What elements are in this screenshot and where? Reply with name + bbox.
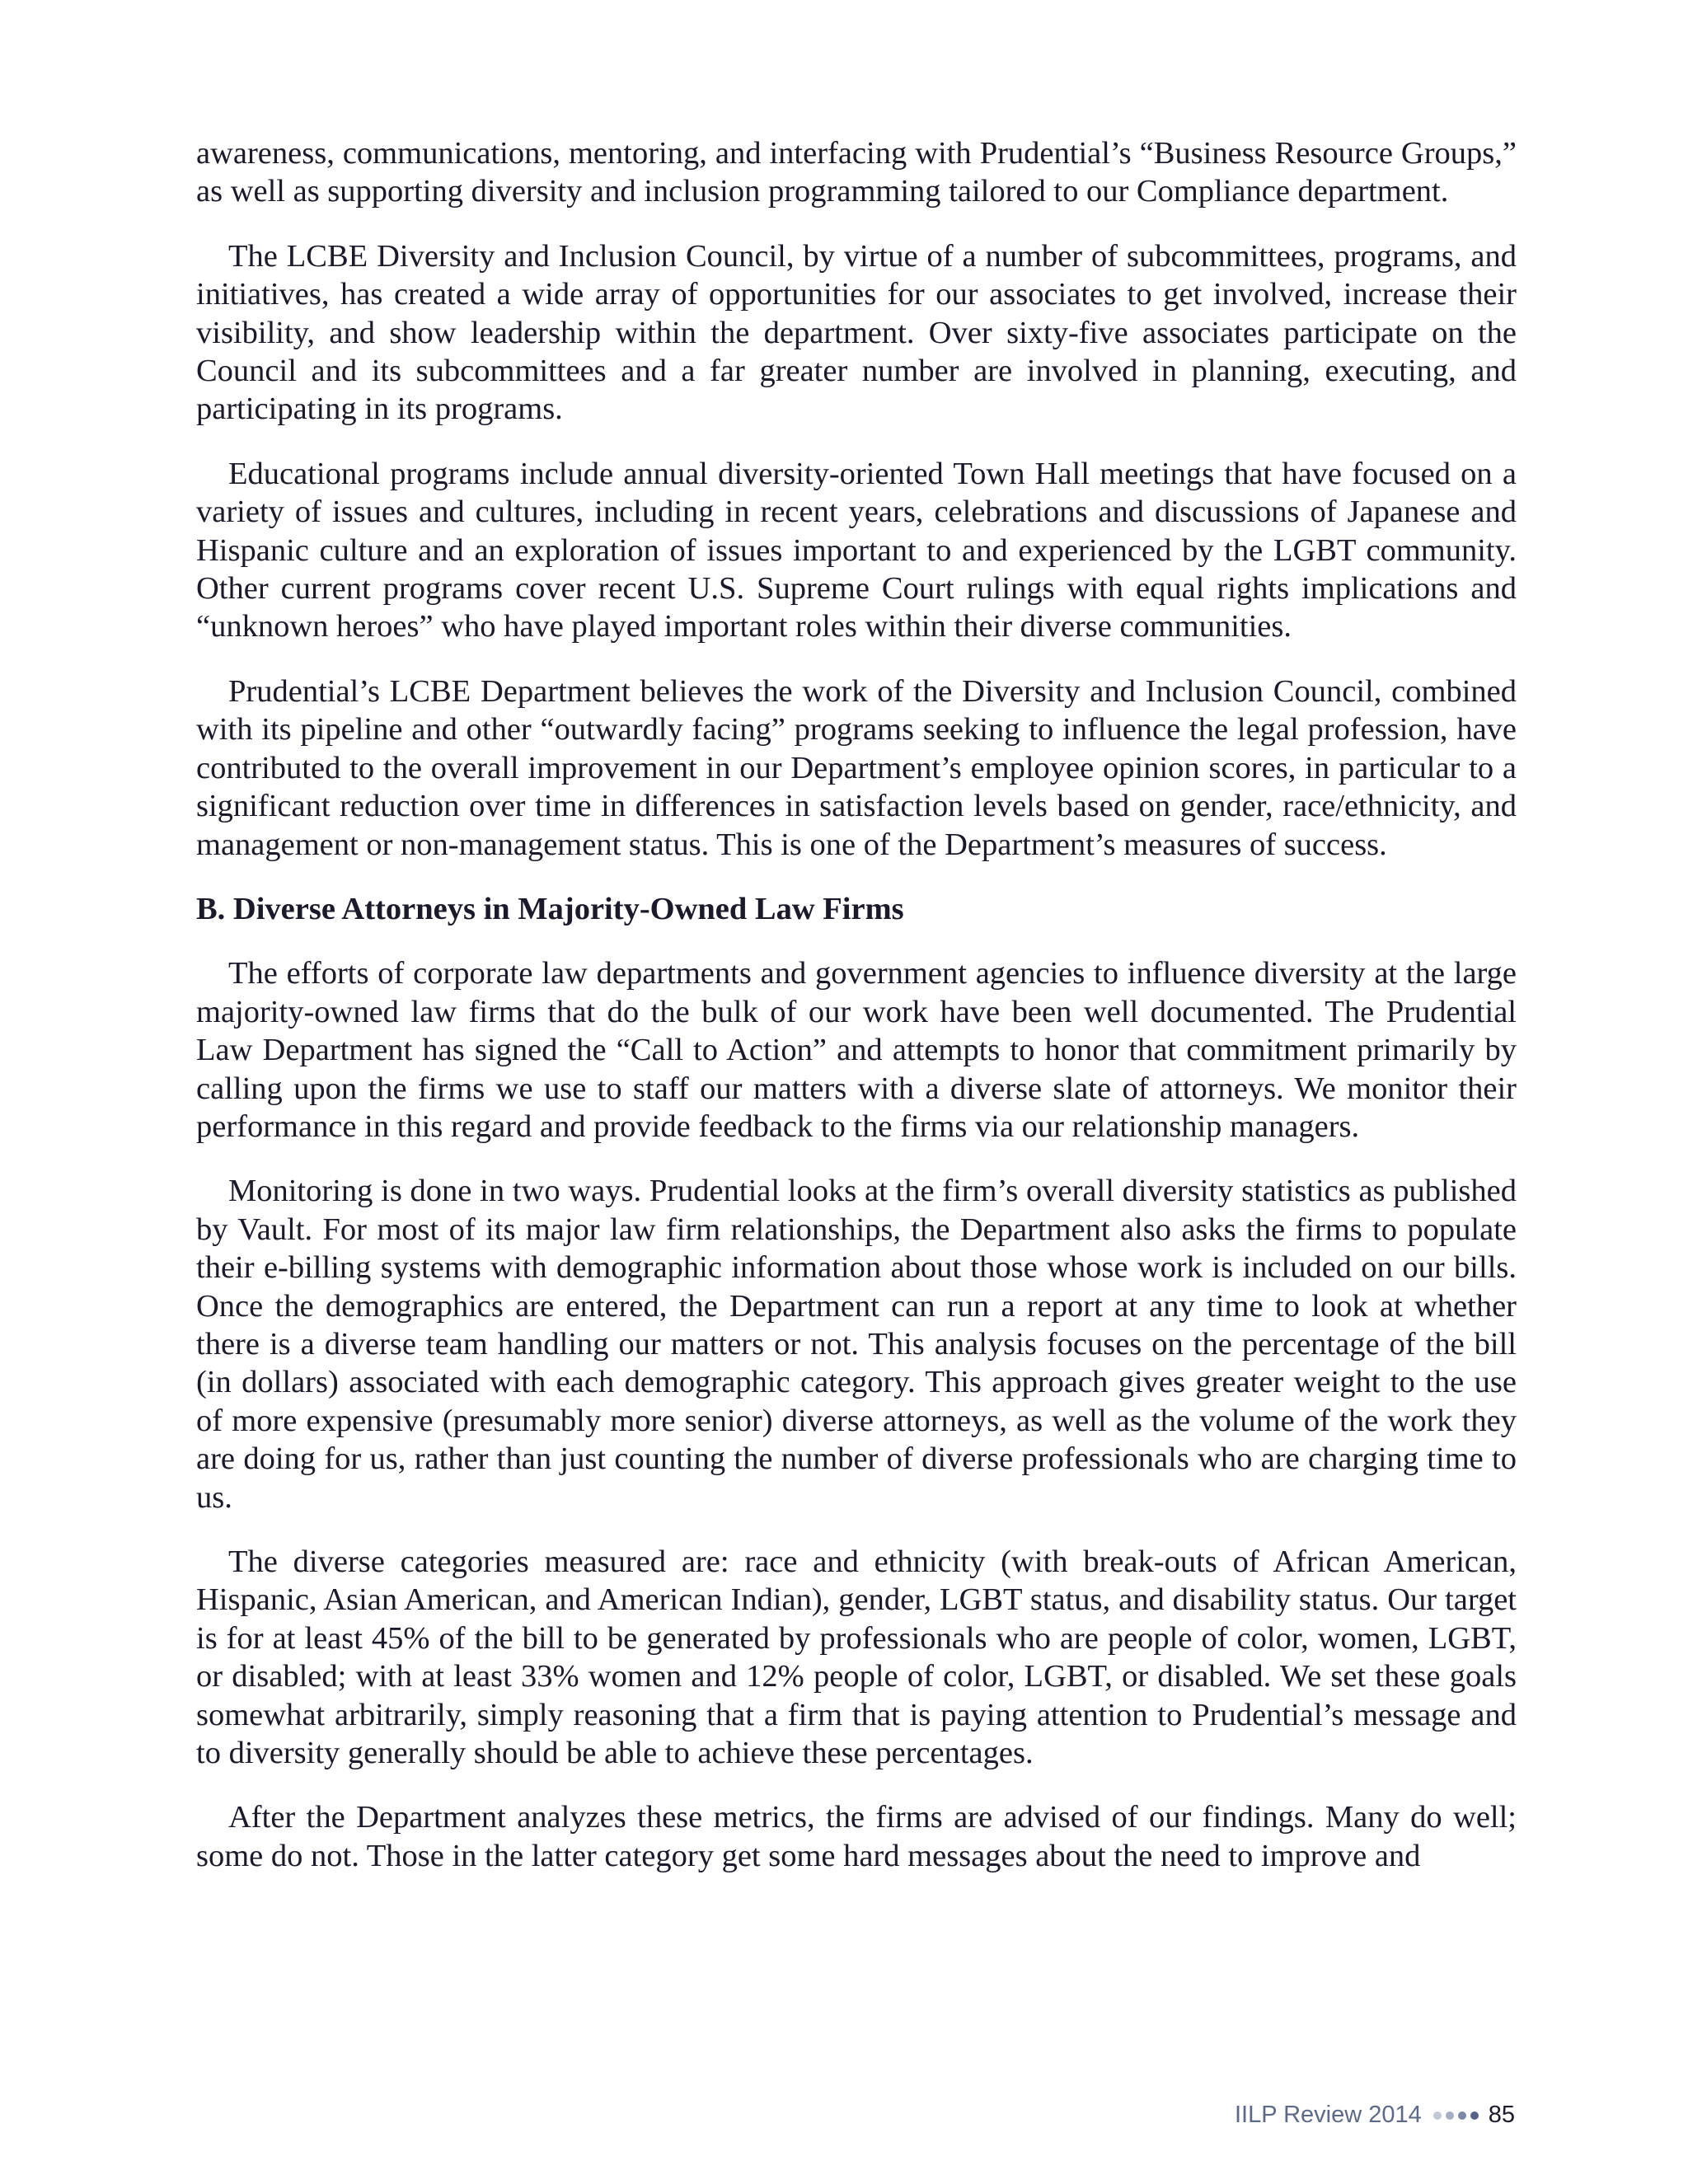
- body-paragraph-6: Monitoring is done in two ways. Prudential looks at the firm’s overall diversity statistics as published by Vault. For most of its major law firm relationships, the Department also asks the firms to populate their e-billing systems with demographic information about those whose work is included on our bills. Once the demographics are entered, the Department can run a report at any time to look at whether there is a diverse team handling our matters or not. This analysis focuses on the percentage of the bill (in dollars) associated with each demographic category. This approach gives greater weight to the use of more expensive (presumably more senior) diverse attorneys, as well as the volume of the work they are doing for us, rather than just counting the number of diverse professionals who are charging time to us.: [196, 1174, 1517, 1515]
- footer-dot-1: [1433, 2111, 1442, 2120]
- body-paragraph-3: Educational programs include annual diversity-oriented Town Hall meetings that have focused on a variety of issues and cultures, including in recent years, celebrations and discussions of Japanese and Hispanic culture and an exploration of issues important to and experienced by the LGBT community. Other current programs cover recent U.S. Supreme Court rulings with equal rights implications and “unknown heroes” who have played important roles within their diverse communities.: [196, 456, 1517, 644]
- body-paragraph-4: Prudential’s LCBE Department believes the work of the Diversity and Inclusion Council, combined with its pipeline and other “outwardly facing” programs seeking to influence the legal profession, have contributed to the overall improvement in our Department’s employee opinion scores, in particular to a significant reduction over time in differences in satisfaction levels based on gender, race/ethnicity, and management or non-management status. This is one of the Department’s measures of success.: [196, 673, 1517, 862]
- footer-dots-ornament: [1433, 2111, 1479, 2120]
- footer-dot-2: [1446, 2111, 1454, 2120]
- body-paragraph-8: After the Department analyzes these metrics, the firms are advised of our findings. Many do well; some do not. Those in the latter category get some hard messages about the need to improve and: [196, 1800, 1517, 1873]
- section-heading: B. Diverse Attorneys in Majority-Owned Law Firms: [196, 891, 904, 926]
- body-paragraph-7: The diverse categories measured are: race and ethnicity (with break-outs of African American, Hispanic, Asian American, and American Indian), gender, LGBT status, and disability status. Our target is for at least 45% of the bill to be generated by professionals who are people of color, women, LGBT, or disabled; with at least 33% women and 12% people of color, LGBT, or disabled. We set these goals somewhat arbitrarily, simply reasoning that a firm that is paying attention to Prudential’s message and to diversity generally should be able to achieve these percentages.: [196, 1544, 1517, 1771]
- document-page: [196, 134, 1517, 1901]
- footer-dot-3: [1458, 2111, 1466, 2120]
- body-paragraph-2: The LCBE Diversity and Inclusion Council, by virtue of a number of subcommittees, programs, and initiatives, has created a wide array of opportunities for our associates to get involved, increase their visibility, and show leadership within the department. Over sixty-five associates participate on the Council and its subcommittees and a far greater number are involved in planning, executing, and participating in its programs.: [196, 238, 1517, 427]
- page-number: 85: [1488, 2102, 1515, 2128]
- body-paragraph-1: awareness, communications, mentoring, and interfacing with Prudential’s “Business Resource Groups,” as well as supporting diversity and inclusion programming tailored to our Compliance department.: [196, 136, 1517, 209]
- publication-title: IILP Review 2014: [1234, 2102, 1422, 2128]
- page-footer: [1235, 2102, 1515, 2129]
- footer-dot-4: [1470, 2111, 1479, 2120]
- body-paragraph-5: The efforts of corporate law departments and government agencies to influence diversity at the large majority-owned law firms that do the bulk of our work have been well documented. The Prudential Law Department has signed the “Call to Action” and attempts to honor that commitment primarily by calling upon the firms we use to staff our matters with a diverse slate of attorneys. We monitor their performance in this regard and provide feedback to the firms via our relationship managers.: [196, 956, 1517, 1144]
